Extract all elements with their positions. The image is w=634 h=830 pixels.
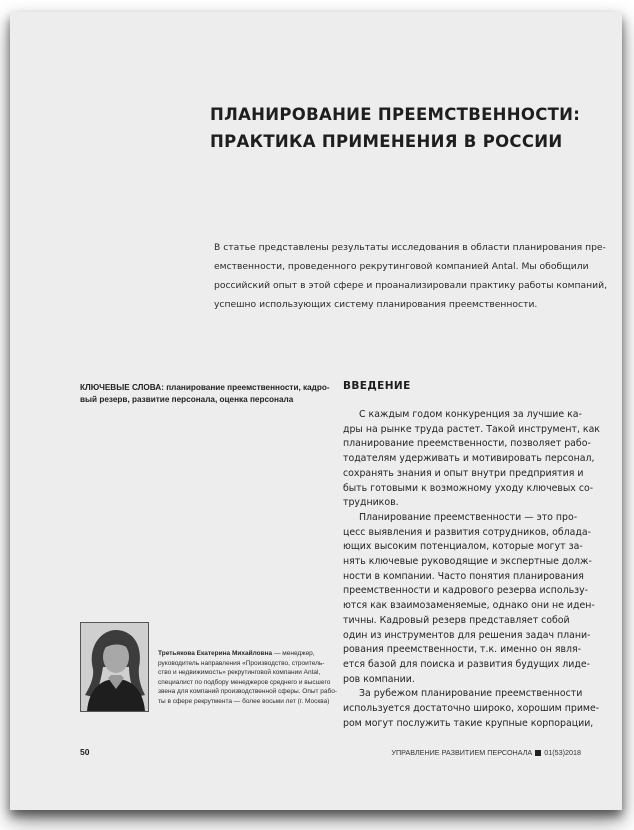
body-line: сохранять знания и опыт внутри предприятия и (343, 467, 584, 479)
author-photo (80, 622, 149, 712)
author-bio-line: — менеджер, (272, 650, 315, 657)
abstract-line: российский опыт в этой сфере и проанализировали практику работы компаний, (214, 280, 608, 291)
body-line: один из инструментов для решения задач плани- (343, 629, 591, 641)
title-line: ПРАКТИКА ПРИМЕНЕНИЯ В РОССИИ (210, 132, 563, 151)
body-line: трудников. (343, 497, 399, 509)
abstract-line: успешно использующих систему планирования преемственности. (214, 299, 538, 310)
body-line: Планирование преемственности — это про- (359, 511, 578, 523)
body-line: цесс выявления и развития сотрудников, облада- (343, 526, 591, 538)
body-line: ров компании. (343, 673, 415, 685)
body-line: тодателям удерживать и мотивировать персонал, (343, 453, 595, 465)
author-bio-line: специалист по подбору менеджеров среднего и высшего (158, 678, 331, 686)
author-bio (158, 649, 338, 707)
article-abstract (214, 238, 608, 314)
body-line: ности в компании. Часто понятия планирования (343, 570, 584, 582)
square-bullet-icon (535, 750, 541, 756)
magazine-page (10, 12, 622, 810)
author-bio-line: звена для компаний производственной сферы. Опыт рабо- (158, 688, 338, 696)
abstract-line: В статье представлены результаты исследования в области планирования пре- (214, 242, 606, 253)
body-line: используется достаточно широко, хорошим приме- (343, 703, 600, 715)
body-line: быть готовыми к возможному уходу ключевых со- (343, 482, 594, 494)
body-line: ются как взаимозаменяемые, однако они не иден- (343, 600, 595, 612)
body-line: ром могут послужить такие крупные корпорации, (343, 717, 594, 729)
body-line: ется базой для поиска и развития будущих лиде- (343, 658, 590, 670)
article-body (343, 408, 600, 731)
title-line: ПЛАНИРОВАНИЕ ПРЕЕМСТВЕННОСТИ: (210, 105, 581, 124)
author-bio-line: руководитель направления «Производство, строитель- (158, 659, 325, 667)
abstract-line: емственности, проведенного рекрутинговой компанией Antal. Мы обобщили (214, 261, 589, 272)
keywords (80, 382, 330, 405)
body-line: нять ключевые руководящие и экспертные долж- (343, 556, 592, 568)
author-bio-line: ство и недвижимость» рекрутинговой компании Antal, (158, 669, 321, 677)
journal-name: УПРАВЛЕНИЕ РАЗВИТИЕМ ПЕРСОНАЛА (391, 748, 533, 757)
body-line: За рубежом планирование преемственности (359, 688, 583, 700)
section-title: ВВЕДЕНИЕ (343, 380, 411, 392)
body-line: дры на рынке труда растет. Такой инструмент, как (343, 423, 600, 435)
body-line: преемственности и кадрового резерва использу- (343, 585, 589, 597)
author-name: Третьякова Екатерина Михайловна (158, 650, 273, 657)
body-line: ющих высоким потенциалом, которые могут за- (343, 541, 583, 553)
author-portrait-image (81, 623, 148, 711)
running-footer (391, 748, 581, 757)
body-line: рования преемственности, т.к. именно он явля- (343, 644, 582, 656)
body-line: С каждым годом конкуренция за лучшие ка- (359, 409, 582, 420)
keywords-line: вый резерв, развитие персонала, оценка персонала (80, 394, 294, 404)
body-line: планирование преемственности, позволяет рабо- (343, 438, 591, 450)
page-number: 50 (80, 747, 90, 757)
author-bio-line: ты в сфере рекрутмента — более восьми лет (г. Москва) (158, 697, 330, 705)
article-title (210, 101, 590, 155)
keywords-line: КЛЮЧЕВЫЕ СЛОВА: планирование преемственности, кадро- (80, 383, 330, 392)
issue-number: 01(53)2018 (544, 748, 581, 757)
body-line: тичны. Кадровый резерв представляет собой (343, 614, 570, 626)
author-line (158, 649, 338, 659)
